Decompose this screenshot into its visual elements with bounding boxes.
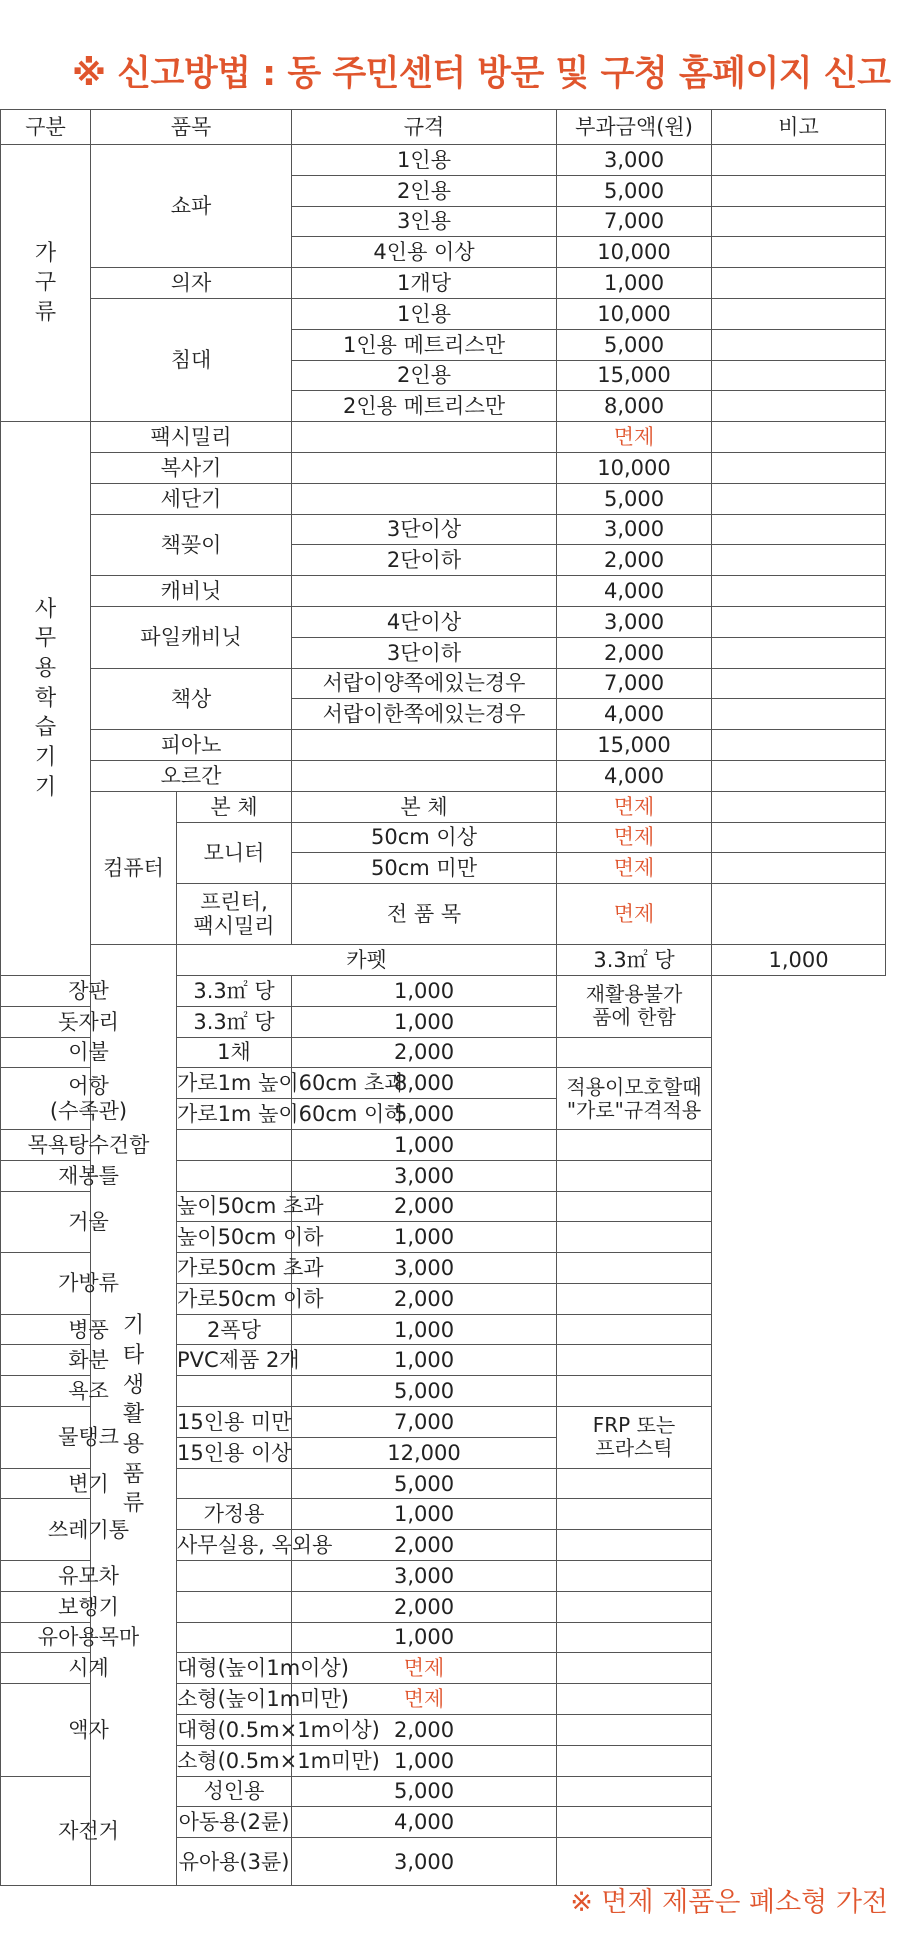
spec-cell: 15인용 미만 <box>177 1407 292 1438</box>
note-cell <box>712 545 886 576</box>
note-cell <box>712 391 886 422</box>
spec-cell <box>292 422 557 453</box>
note-cell <box>712 175 886 206</box>
spec-cell: 1인용 <box>292 145 557 176</box>
fee-cell: 10,000 <box>557 452 712 483</box>
note-cell <box>712 637 886 668</box>
column-header: 규격 <box>292 110 557 145</box>
spec-cell: 본 체 <box>292 791 557 822</box>
spec-cell: 2인용 <box>292 175 557 206</box>
fee-exempt-cell: 면제 <box>557 791 712 822</box>
fee-exempt-cell: 면제 <box>292 1684 557 1715</box>
item-cell: 팩시밀리 <box>91 422 292 453</box>
fee-cell: 1,000 <box>292 1006 557 1037</box>
spec-cell: 1인용 메트리스만 <box>292 329 557 360</box>
item-cell: 변기 <box>1 1468 177 1499</box>
spec-cell: 유아용(3륜) <box>177 1838 292 1886</box>
fee-cell: 3,000 <box>292 1253 557 1284</box>
spec-cell <box>177 1561 292 1592</box>
spec-cell: 4단이상 <box>292 606 557 637</box>
item-cell: 카펫 <box>177 945 557 976</box>
note-cell <box>557 1530 712 1561</box>
fee-cell: 1,000 <box>292 1222 557 1253</box>
spec-cell: 성인용 <box>177 1776 292 1807</box>
column-header: 부과금액(원) <box>557 110 712 145</box>
table-row <box>1 145 886 176</box>
note-cell <box>557 1037 712 1068</box>
item-cell: 책꽂이 <box>91 514 292 576</box>
item-cell: 쓰레기통 <box>1 1499 177 1561</box>
spec-cell: 2폭당 <box>177 1314 292 1345</box>
fee-cell: 5,000 <box>557 483 712 514</box>
fee-cell: 3,000 <box>292 1838 557 1886</box>
fee-cell: 5,000 <box>557 175 712 206</box>
fee-cell: 2,000 <box>292 1591 557 1622</box>
note-cell <box>712 452 886 483</box>
note-cell <box>557 1345 712 1376</box>
spec-cell: 2단이하 <box>292 545 557 576</box>
fee-cell: 3,000 <box>292 1160 557 1191</box>
note-cell <box>557 1684 712 1715</box>
column-header: 구분 <box>1 110 91 145</box>
table-row <box>1 1068 886 1099</box>
item-cell: 보행기 <box>1 1591 177 1622</box>
spec-cell: 3.3㎡ 당 <box>557 945 712 976</box>
spec-cell <box>177 1129 292 1160</box>
spec-cell <box>177 1622 292 1653</box>
note-cell <box>557 1745 712 1776</box>
note-cell <box>557 1591 712 1622</box>
fee-cell: 2,000 <box>292 1191 557 1222</box>
item-cell: 유모차 <box>1 1561 177 1592</box>
item-cell: 시계 <box>1 1653 177 1684</box>
table-row <box>1 576 886 607</box>
exemption-footnote: ※ 면제 제품은 폐소형 가전 <box>570 1887 888 1918</box>
spec-cell: 50cm 이상 <box>292 822 557 853</box>
note-cell <box>712 360 886 391</box>
spec-cell: 1인용 <box>292 298 557 329</box>
note-cell <box>557 1715 712 1746</box>
note-cell <box>557 1191 712 1222</box>
spec-cell: 가로1m 높이60cm 이하 <box>177 1099 292 1130</box>
fee-cell: 3,000 <box>292 1561 557 1592</box>
fee-exempt-cell: 면제 <box>292 1653 557 1684</box>
category-cell: 가 구 류 <box>1 145 91 422</box>
table-row <box>1 1776 886 1807</box>
item-cell: 유아용목마 <box>1 1622 177 1653</box>
category-cell: 사 무 용 학 습 기 기 <box>1 422 91 976</box>
fee-cell: 1,000 <box>557 268 712 299</box>
spec-cell: 가로50cm 이하 <box>177 1283 292 1314</box>
fee-cell: 8,000 <box>557 391 712 422</box>
fee-cell: 12,000 <box>292 1437 557 1468</box>
fee-cell: 5,000 <box>292 1776 557 1807</box>
item-cell: 자전거 <box>1 1776 177 1886</box>
table-row <box>1 1160 886 1191</box>
item-cell: 파일캐비닛 <box>91 606 292 668</box>
sub-item-cell: 프린터, 팩시밀리 <box>177 884 292 945</box>
item-cell: 어항 (수족관) <box>1 1068 177 1130</box>
spec-cell: 전 품 목 <box>292 884 557 945</box>
fee-cell: 2,000 <box>292 1530 557 1561</box>
table-row <box>1 1037 886 1068</box>
note-cell <box>557 1653 712 1684</box>
note-cell <box>712 576 886 607</box>
fee-cell: 5,000 <box>292 1468 557 1499</box>
note-cell <box>712 514 886 545</box>
table-row <box>1 514 886 545</box>
item-cell: 이불 <box>1 1037 177 1068</box>
spec-cell: 1채 <box>177 1037 292 1068</box>
table-row <box>1 606 886 637</box>
fee-exempt-cell: 면제 <box>557 822 712 853</box>
fee-exempt-cell: 면제 <box>557 422 712 453</box>
fee-cell: 1,000 <box>292 1314 557 1345</box>
spec-cell: 가로1m 높이60cm 초과 <box>177 1068 292 1099</box>
spec-cell: 서랍이양쪽에있는경우 <box>292 668 557 699</box>
spec-cell: 소형(높이1m미만) <box>177 1684 292 1715</box>
fee-cell: 1,000 <box>292 1745 557 1776</box>
spec-cell: PVC제품 2개 <box>177 1345 292 1376</box>
fee-cell: 5,000 <box>292 1099 557 1130</box>
fee-cell: 1,000 <box>292 1345 557 1376</box>
spec-cell: 2인용 메트리스만 <box>292 391 557 422</box>
note-cell <box>712 422 886 453</box>
note-cell <box>557 1222 712 1253</box>
note-cell <box>557 1376 712 1407</box>
note-cell <box>712 237 886 268</box>
item-cell: 돗자리 <box>1 1006 177 1037</box>
spec-cell: 높이50cm 초과 <box>177 1191 292 1222</box>
table-row <box>1 1191 886 1222</box>
spec-cell <box>292 483 557 514</box>
fee-cell: 15,000 <box>557 730 712 761</box>
fee-exempt-cell: 면제 <box>557 884 712 945</box>
fee-cell: 1,000 <box>292 1499 557 1530</box>
spec-cell: 가정용 <box>177 1499 292 1530</box>
fee-cell: 4,000 <box>292 1807 557 1838</box>
spec-cell: 50cm 미만 <box>292 853 557 884</box>
fee-exempt-cell: 면제 <box>557 853 712 884</box>
item-cell: 거울 <box>1 1191 177 1253</box>
report-method-notice: ※ 신고방법 : 동 주민센터 방문 및 구청 홈페이지 신고 <box>72 54 891 94</box>
table-row <box>1 760 886 791</box>
table-row <box>1 452 886 483</box>
note-cell <box>557 1160 712 1191</box>
spec-cell: 3단이하 <box>292 637 557 668</box>
note-cell: 적용이모호할때 "가로"규격적용 <box>557 1068 712 1130</box>
table-row <box>1 1653 886 1684</box>
note-cell <box>712 760 886 791</box>
fee-cell: 4,000 <box>557 760 712 791</box>
table-header-row <box>1 110 886 145</box>
note-cell <box>557 1838 712 1886</box>
table-row <box>1 668 886 699</box>
fee-cell: 2,000 <box>292 1037 557 1068</box>
note-cell <box>712 483 886 514</box>
fee-cell: 2,000 <box>292 1283 557 1314</box>
fee-cell: 3,000 <box>557 514 712 545</box>
column-header: 품목 <box>91 110 292 145</box>
fee-cell: 7,000 <box>557 206 712 237</box>
fee-cell: 1,000 <box>292 1622 557 1653</box>
note-cell <box>557 1283 712 1314</box>
table-row <box>1 1129 886 1160</box>
spec-cell <box>177 1160 292 1191</box>
fee-cell: 3,000 <box>557 145 712 176</box>
fee-cell: 7,000 <box>292 1407 557 1438</box>
column-header: 비고 <box>712 110 886 145</box>
fee-cell: 2,000 <box>292 1715 557 1746</box>
spec-cell <box>292 730 557 761</box>
note-cell <box>557 1776 712 1807</box>
fee-cell: 10,000 <box>557 237 712 268</box>
table-row <box>1 975 886 1006</box>
table-row <box>1 422 886 453</box>
spec-cell: 4인용 이상 <box>292 237 557 268</box>
note-cell: FRP 또는 프라스틱 <box>557 1407 712 1469</box>
spec-cell <box>292 576 557 607</box>
item-cell: 장판 <box>1 975 177 1006</box>
item-cell: 욕조 <box>1 1376 177 1407</box>
note-cell <box>712 822 886 853</box>
category-cell: 기 타 생 활 용 품 류 <box>91 945 177 1886</box>
item-cell: 병풍 <box>1 1314 177 1345</box>
note-cell <box>712 606 886 637</box>
spec-cell <box>292 452 557 483</box>
fee-cell: 1,000 <box>292 975 557 1006</box>
fee-cell: 2,000 <box>557 637 712 668</box>
table-row <box>1 1684 886 1715</box>
note-cell <box>712 699 886 730</box>
spec-cell: 대형(높이1m이상) <box>177 1653 292 1684</box>
note-cell <box>712 145 886 176</box>
table-row <box>1 945 886 976</box>
table-row <box>1 1561 886 1592</box>
note-cell: 재활용불가 품에 한함 <box>557 975 712 1037</box>
fee-cell: 3,000 <box>557 606 712 637</box>
note-cell <box>712 791 886 822</box>
table-row <box>1 730 886 761</box>
spec-cell: 3.3㎡ 당 <box>177 975 292 1006</box>
fee-cell: 8,000 <box>292 1068 557 1099</box>
item-cell: 화분 <box>1 1345 177 1376</box>
item-cell: 침대 <box>91 298 292 421</box>
spec-cell <box>177 1591 292 1622</box>
fee-cell: 7,000 <box>557 668 712 699</box>
table-row <box>1 1253 886 1284</box>
table-row <box>1 1591 886 1622</box>
spec-cell: 3.3㎡ 당 <box>177 1006 292 1037</box>
fee-cell: 2,000 <box>557 545 712 576</box>
spec-cell <box>177 1376 292 1407</box>
disposal-fee-table <box>0 109 886 1886</box>
note-cell <box>557 1622 712 1653</box>
item-cell: 피아노 <box>91 730 292 761</box>
note-cell <box>712 668 886 699</box>
note-cell <box>712 268 886 299</box>
spec-cell: 높이50cm 이하 <box>177 1222 292 1253</box>
item-cell: 캐비닛 <box>91 576 292 607</box>
table-row <box>1 791 886 822</box>
note-cell <box>712 884 886 945</box>
table-row <box>1 1622 886 1653</box>
fee-cell: 5,000 <box>292 1376 557 1407</box>
fee-cell: 5,000 <box>557 329 712 360</box>
note-cell <box>712 298 886 329</box>
item-cell: 세단기 <box>91 483 292 514</box>
note-cell <box>557 1561 712 1592</box>
note-cell <box>557 1499 712 1530</box>
note-cell <box>557 1253 712 1284</box>
item-cell: 재봉틀 <box>1 1160 177 1191</box>
fee-cell: 4,000 <box>557 699 712 730</box>
spec-cell <box>292 760 557 791</box>
spec-cell: 가로50cm 초과 <box>177 1253 292 1284</box>
table-row <box>1 483 886 514</box>
table-row <box>1 298 886 329</box>
note-cell <box>712 853 886 884</box>
item-cell: 컴퓨터 <box>91 791 177 944</box>
item-cell: 액자 <box>1 1684 177 1776</box>
spec-cell <box>177 1468 292 1499</box>
note-cell <box>557 1468 712 1499</box>
item-cell: 오르간 <box>91 760 292 791</box>
item-cell: 물탱크 <box>1 1407 177 1469</box>
item-cell: 의자 <box>91 268 292 299</box>
note-cell <box>557 1314 712 1345</box>
fee-cell: 15,000 <box>557 360 712 391</box>
note-cell <box>557 1807 712 1838</box>
item-cell: 복사기 <box>91 452 292 483</box>
item-cell: 책상 <box>91 668 292 730</box>
item-cell: 가방류 <box>1 1253 177 1315</box>
fee-cell: 1,000 <box>292 1129 557 1160</box>
spec-cell: 소형(0.5m×1m미만) <box>177 1745 292 1776</box>
fee-cell: 4,000 <box>557 576 712 607</box>
note-cell <box>712 730 886 761</box>
spec-cell: 대형(0.5m×1m이상) <box>177 1715 292 1746</box>
fee-cell: 10,000 <box>557 298 712 329</box>
spec-cell: 서랍이한쪽에있는경우 <box>292 699 557 730</box>
sub-item-cell: 모니터 <box>177 822 292 884</box>
fee-cell: 1,000 <box>712 945 886 976</box>
spec-cell: 1개당 <box>292 268 557 299</box>
sub-item-cell: 본 체 <box>177 791 292 822</box>
table-row <box>1 268 886 299</box>
spec-cell: 2인용 <box>292 360 557 391</box>
item-cell: 목욕탕수건함 <box>1 1129 177 1160</box>
spec-cell: 15인용 이상 <box>177 1437 292 1468</box>
note-cell <box>712 329 886 360</box>
spec-cell: 3인용 <box>292 206 557 237</box>
spec-cell: 아동용(2륜) <box>177 1807 292 1838</box>
spec-cell: 사무실용, 옥외용 <box>177 1530 292 1561</box>
item-cell: 쇼파 <box>91 145 292 268</box>
table-row <box>1 1006 886 1037</box>
note-cell <box>712 206 886 237</box>
note-cell <box>557 1129 712 1160</box>
spec-cell: 3단이상 <box>292 514 557 545</box>
